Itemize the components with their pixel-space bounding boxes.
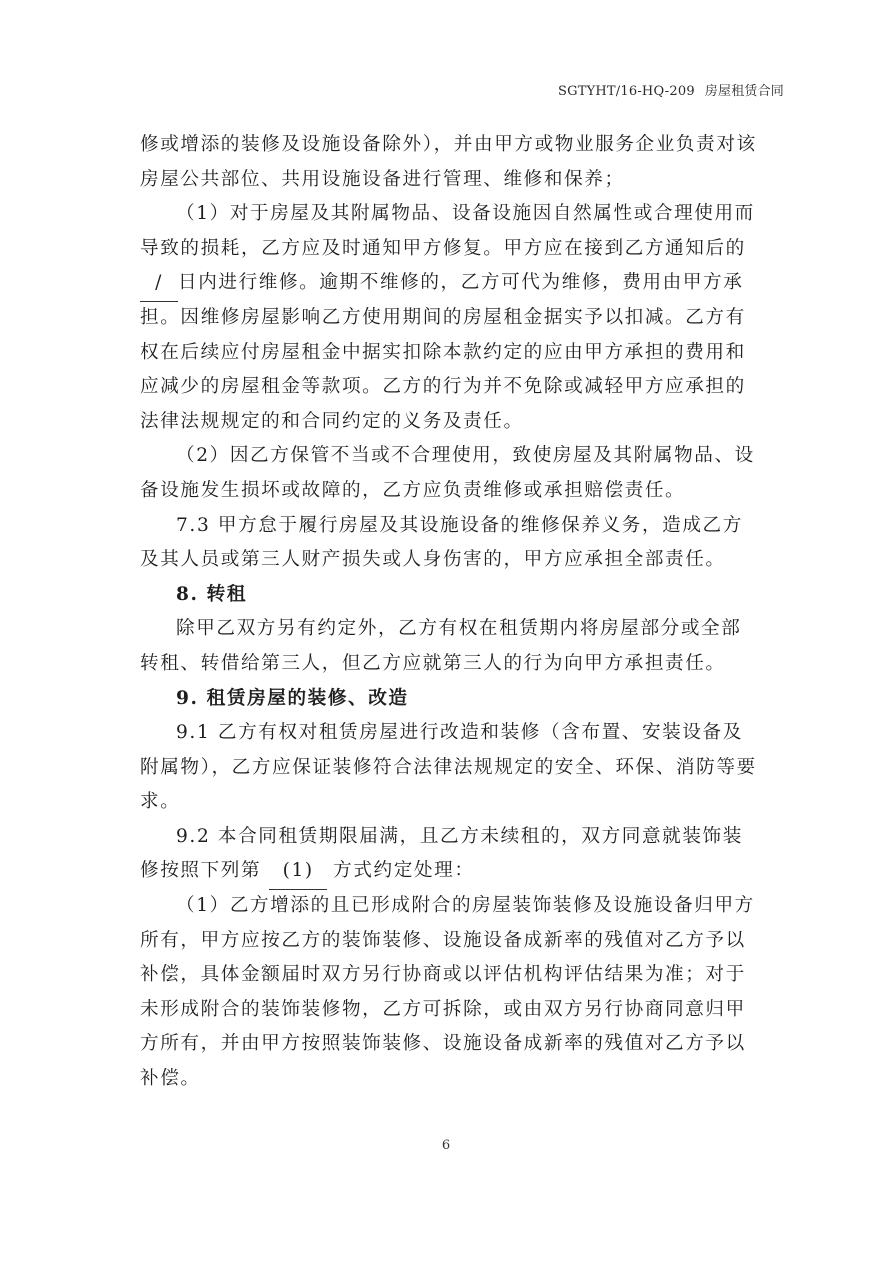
repair-days-line bbox=[140, 266, 762, 301]
text-line: （1）乙方增添的且已形成附合的房屋装饰装修及设施设备归甲方 bbox=[176, 895, 755, 917]
text-line: 修或增添的装修及设施设备除外），并由甲方或物业服务企业负责对该 bbox=[140, 134, 757, 155]
page-header bbox=[558, 80, 784, 99]
text-line: 附属物），乙方应保证装修符合法律法规规定的安全、环保、消防等要 bbox=[140, 756, 757, 778]
section-heading-sublease: 8. 转租 bbox=[176, 583, 248, 605]
text-line: 所有，甲方应按乙方的装饰装修、设施设备成新率的残值对乙方予以 bbox=[140, 929, 746, 951]
text-line: 转租、转借给第三人，但乙方应就第三人的行为向甲方承担责任。 bbox=[140, 652, 726, 674]
text-line: 7.3 甲方怠于履行房屋及其设施设备的维修保养义务，造成乙方 bbox=[176, 514, 743, 536]
text-line: 9.1 乙方有权对租赁房屋进行改造和装修（含布置、安装设备及 bbox=[176, 722, 743, 744]
text-line: （1）对于房屋及其附属物品、设备设施因自然属性或合理使用而 bbox=[176, 203, 755, 225]
document-title: 房屋租赁合同 bbox=[704, 84, 784, 99]
text-line: 房屋公共部位、共用设施设备进行管理、维修和保养； bbox=[140, 168, 625, 190]
document-code: SGTYHT/16-HQ-209 bbox=[558, 84, 695, 99]
decoration-option-line bbox=[140, 854, 762, 889]
text-line: 9.2 本合同租赁期限届满，且乙方未续租的，双方同意就装饰装 bbox=[176, 825, 743, 847]
repair-days-blank: / bbox=[140, 266, 178, 302]
text-line: 补偿，具体金额届时双方另行协商或以评估机构评估结果为准；对于 bbox=[140, 964, 746, 986]
page-number: 6 bbox=[441, 1138, 451, 1153]
contract-body bbox=[140, 128, 762, 1097]
text-line: 法律法规规定的和合同约定的义务及责任。 bbox=[140, 410, 524, 432]
text-line: 应减少的房屋租金等款项。乙方的行为并不免除或减轻甲方应承担的 bbox=[140, 376, 746, 398]
text-line: 求。 bbox=[140, 791, 181, 813]
text-line: 方所有，并由甲方按照装饰装修、设施设备成新率的残值对乙方予以 bbox=[140, 1033, 746, 1055]
text-line: 未形成附合的装饰装修物，乙方可拆除，或由双方另行协商同意归甲 bbox=[140, 998, 746, 1020]
repair-days-text: 日内进行维修。逾期不维修的，乙方可代为维修，费用由甲方承 bbox=[178, 272, 744, 294]
text-line: 及其人员或第三人财产损失或人身伤害的，甲方应承担全部责任。 bbox=[140, 549, 726, 571]
section-heading-renovation: 9. 租赁房屋的装修、改造 bbox=[176, 687, 409, 709]
text-line: 导致的损耗，乙方应及时通知甲方修复。甲方应在接到乙方通知后的 bbox=[140, 237, 746, 259]
text-line: 补偿。 bbox=[140, 1068, 201, 1090]
decoration-option-text: 修按照下列第 bbox=[140, 860, 262, 882]
text-line: （2）因乙方保管不当或不合理使用，致使房屋及其附属物品、设 bbox=[176, 445, 755, 467]
text-line: 权在后续应付房屋租金中据实扣除本款约定的应由甲方承担的费用和 bbox=[140, 341, 746, 363]
decoration-option-text: 方式约定处理： bbox=[333, 860, 475, 882]
text-line: 备设施发生损坏或故障的，乙方应负责维修或承担赔偿责任。 bbox=[140, 479, 686, 501]
text-line: 除甲乙双方另有约定外，乙方有权在租赁期内将房屋部分或全部 bbox=[176, 618, 742, 640]
text-line: 担。因维修房屋影响乙方使用期间的房屋租金据实予以扣减。乙方有 bbox=[140, 306, 746, 328]
decoration-option-blank: (1) bbox=[269, 854, 327, 890]
